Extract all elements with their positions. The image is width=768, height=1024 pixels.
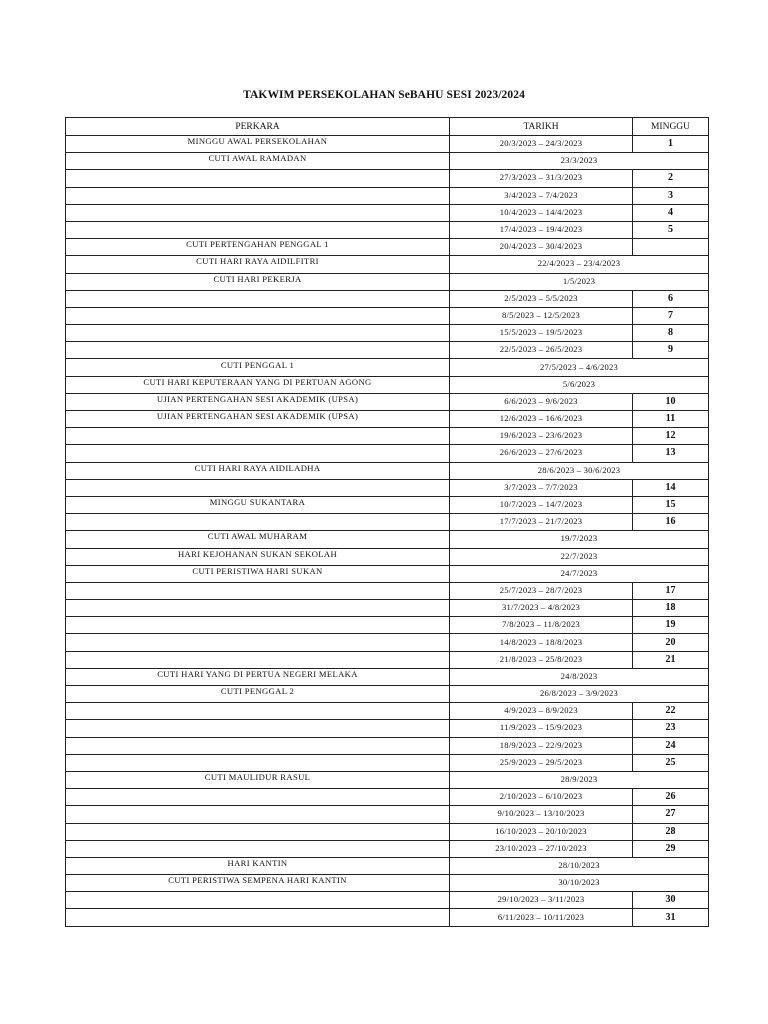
minggu-cell: 28 xyxy=(633,823,709,840)
table-row xyxy=(66,204,709,221)
tarikh-cell xyxy=(450,342,633,359)
perkara-cell xyxy=(66,686,450,703)
tarikh-cell xyxy=(450,857,709,874)
perkara-text: CUTI AWAL MUHARAM xyxy=(207,531,308,542)
minggu-cell xyxy=(633,239,709,256)
perkara-text: CUTI PERISTIWA SEMPENA HARI KANTIN xyxy=(168,875,347,886)
table-row xyxy=(66,411,709,428)
table-row xyxy=(66,548,709,565)
table-row xyxy=(66,514,709,531)
perkara-cell xyxy=(66,789,450,806)
minggu-cell: 22 xyxy=(633,703,709,720)
table-row xyxy=(66,187,709,204)
minggu-cell: 10 xyxy=(633,393,709,410)
minggu-cell: 23 xyxy=(633,720,709,737)
table-row xyxy=(66,668,709,685)
tarikh-text: 31/7/2023 – 4/8/2023 xyxy=(501,602,580,613)
table-row xyxy=(66,376,709,393)
perkara-cell xyxy=(66,170,450,187)
minggu-cell: 20 xyxy=(633,634,709,651)
tarikh-cell xyxy=(450,496,633,513)
minggu-cell: 30 xyxy=(633,892,709,909)
tarikh-cell xyxy=(450,290,633,307)
minggu-cell: 19 xyxy=(633,617,709,634)
tarikh-cell xyxy=(450,875,709,892)
table-row xyxy=(66,307,709,324)
perkara-cell xyxy=(66,342,450,359)
perkara-cell xyxy=(66,634,450,651)
perkara-cell xyxy=(66,514,450,531)
tarikh-text: 26/6/2023 – 27/6/2023 xyxy=(499,447,583,458)
tarikh-cell xyxy=(450,479,633,496)
tarikh-text: 3/4/2023 – 7/4/2023 xyxy=(504,189,578,200)
perkara-text: HARI KEJOHANAN SUKAN SEKOLAH xyxy=(178,548,337,559)
minggu-cell: 17 xyxy=(633,582,709,599)
perkara-cell xyxy=(66,204,450,221)
tarikh-cell xyxy=(450,720,633,737)
perkara-cell xyxy=(66,376,450,393)
minggu-cell: 27 xyxy=(633,806,709,823)
perkara-cell xyxy=(66,754,450,771)
perkara-cell xyxy=(66,806,450,823)
tarikh-text: 29/10/2023 – 3/11/2023 xyxy=(497,894,585,905)
table-row xyxy=(66,445,709,462)
tarikh-text: 24/8/2023 xyxy=(560,670,598,681)
tarikh-cell xyxy=(450,617,633,634)
tarikh-text: 6/11/2023 – 10/11/2023 xyxy=(497,911,585,922)
perkara-cell xyxy=(66,651,450,668)
tarikh-cell xyxy=(450,136,633,153)
tarikh-cell xyxy=(450,806,633,823)
tarikh-text: 5/6/2023 xyxy=(562,378,596,389)
perkara-cell xyxy=(66,531,450,548)
tarikh-text: 25/9/2023 – 29/5/2023 xyxy=(499,756,583,767)
perkara-text: CUTI HARI PEKERJA xyxy=(213,273,302,284)
table-row xyxy=(66,754,709,771)
tarikh-text: 27/3/2023 – 31/3/2023 xyxy=(499,172,583,183)
table-row xyxy=(66,342,709,359)
tarikh-cell xyxy=(450,634,633,651)
tarikh-cell xyxy=(450,840,633,857)
minggu-cell: 16 xyxy=(633,514,709,531)
tarikh-text: 16/10/2023 – 20/10/2023 xyxy=(495,825,587,836)
perkara-cell xyxy=(66,875,450,892)
table-row xyxy=(66,393,709,410)
perkara-cell xyxy=(66,307,450,324)
tarikh-text: 10/7/2023 – 14/7/2023 xyxy=(499,499,583,510)
table-row xyxy=(66,290,709,307)
header-minggu: MINGGU xyxy=(633,118,709,136)
perkara-cell xyxy=(66,840,450,857)
minggu-cell: 11 xyxy=(633,411,709,428)
perkara-cell xyxy=(66,479,450,496)
tarikh-text: 7/8/2023 – 11/8/2023 xyxy=(502,619,580,630)
table-row xyxy=(66,239,709,256)
table-row xyxy=(66,170,709,187)
tarikh-cell xyxy=(450,737,633,754)
perkara-cell xyxy=(66,703,450,720)
perkara-text: CUTI HARI RAYA AIDILFITRI xyxy=(196,256,319,267)
table-row xyxy=(66,789,709,806)
table-row xyxy=(66,359,709,376)
tarikh-text: 3/7/2023 – 7/7/2023 xyxy=(504,481,578,492)
tarikh-text: 28/9/2023 xyxy=(560,774,598,785)
perkara-cell xyxy=(66,393,450,410)
tarikh-cell xyxy=(450,307,633,324)
minggu-cell: 3 xyxy=(633,187,709,204)
tarikh-cell xyxy=(450,273,709,290)
minggu-cell: 21 xyxy=(633,651,709,668)
table-row xyxy=(66,617,709,634)
perkara-cell xyxy=(66,221,450,238)
tarikh-cell xyxy=(450,153,709,170)
tarikh-cell xyxy=(450,565,709,582)
perkara-text: CUTI PENGGAL 2 xyxy=(220,686,295,697)
perkara-cell xyxy=(66,136,450,153)
table-row xyxy=(66,823,709,840)
minggu-cell: 1 xyxy=(633,136,709,153)
tarikh-text: 8/5/2023 – 12/5/2023 xyxy=(501,309,580,320)
perkara-cell xyxy=(66,600,450,617)
perkara-cell xyxy=(66,445,450,462)
table-row xyxy=(66,651,709,668)
perkara-cell xyxy=(66,462,450,479)
tarikh-text: 19/6/2023 – 23/6/2023 xyxy=(499,430,583,441)
perkara-cell xyxy=(66,359,450,376)
page-title: TAKWIM PERSEKOLAHAN SeBAHU SESI 2023/2024 xyxy=(243,89,525,101)
table-row xyxy=(66,462,709,479)
tarikh-cell xyxy=(450,393,633,410)
tarikh-cell xyxy=(450,325,633,342)
tarikh-text: 20/3/2023 – 24/3/2023 xyxy=(499,138,583,149)
perkara-text: CUTI MAULIDUR RASUL xyxy=(204,772,311,783)
tarikh-text: 23/3/2023 xyxy=(560,155,598,166)
tarikh-text: 17/7/2023 – 21/7/2023 xyxy=(499,516,583,527)
tarikh-text: 27/5/2023 – 4/6/2023 xyxy=(539,361,618,372)
perkara-text: CUTI HARI KEPUTERAAN YANG DI PERTUAN AGONG xyxy=(143,376,372,387)
minggu-cell: 5 xyxy=(633,221,709,238)
table-row xyxy=(66,771,709,788)
minggu-cell: 29 xyxy=(633,840,709,857)
minggu-cell: 24 xyxy=(633,737,709,754)
perkara-text: HARI KANTIN xyxy=(227,857,288,868)
tarikh-text: 26/8/2023 – 3/9/2023 xyxy=(539,688,618,699)
tarikh-text: 14/8/2023 – 18/8/2023 xyxy=(499,636,583,647)
tarikh-text: 25/7/2023 – 28/7/2023 xyxy=(499,584,583,595)
minggu-cell: 18 xyxy=(633,600,709,617)
tarikh-cell xyxy=(450,376,709,393)
tarikh-cell xyxy=(450,686,709,703)
table-row xyxy=(66,892,709,909)
tarikh-text: 20/4/2023 – 30/4/2023 xyxy=(499,241,583,252)
calendar-table xyxy=(65,117,709,927)
tarikh-cell xyxy=(450,703,633,720)
table-row xyxy=(66,634,709,651)
minggu-cell: 13 xyxy=(633,445,709,462)
table-row xyxy=(66,703,709,720)
tarikh-cell xyxy=(450,187,633,204)
minggu-cell: 9 xyxy=(633,342,709,359)
perkara-cell xyxy=(66,256,450,273)
minggu-cell: 8 xyxy=(633,325,709,342)
perkara-text: CUTI AWAL RAMADAN xyxy=(208,153,307,164)
tarikh-cell xyxy=(450,548,709,565)
tarikh-text: 18/9/2023 – 22/9/2023 xyxy=(499,739,583,750)
perkara-text: CUTI PERISTIWA HARI SUKAN xyxy=(192,565,323,576)
perkara-cell xyxy=(66,187,450,204)
tarikh-cell xyxy=(450,909,633,926)
tarikh-text: 12/6/2023 – 16/6/2023 xyxy=(499,413,583,424)
tarikh-text: 22/7/2023 xyxy=(560,550,598,561)
header-tarikh: TARIKH xyxy=(450,118,633,136)
minggu-cell: 4 xyxy=(633,204,709,221)
perkara-cell xyxy=(66,892,450,909)
tarikh-text: 1/5/2023 xyxy=(562,275,596,286)
table-row xyxy=(66,909,709,926)
minggu-cell: 25 xyxy=(633,754,709,771)
table-row xyxy=(66,686,709,703)
perkara-text: UJIAN PERTENGAHAN SESI AKADEMIK (UPSA) xyxy=(156,411,359,422)
minggu-cell: 2 xyxy=(633,170,709,187)
perkara-cell xyxy=(66,720,450,737)
perkara-cell xyxy=(66,565,450,582)
perkara-text: MINGGU SUKANTARA xyxy=(209,497,306,508)
tarikh-text: 4/9/2023 – 8/9/2023 xyxy=(504,705,578,716)
perkara-cell xyxy=(66,428,450,445)
tarikh-cell xyxy=(450,600,633,617)
minggu-cell: 15 xyxy=(633,496,709,513)
tarikh-text: 22/5/2023 – 26/5/2023 xyxy=(499,344,583,355)
table-row xyxy=(66,875,709,892)
table-row xyxy=(66,428,709,445)
minggu-cell: 6 xyxy=(633,290,709,307)
perkara-text: CUTI PENGGAL 1 xyxy=(220,359,295,370)
tarikh-cell xyxy=(450,514,633,531)
tarikh-text: 28/10/2023 xyxy=(558,859,600,870)
tarikh-cell xyxy=(450,789,633,806)
minggu-cell: 12 xyxy=(633,428,709,445)
table-row xyxy=(66,496,709,513)
tarikh-cell xyxy=(450,204,633,221)
tarikh-text: 28/6/2023 – 30/6/2023 xyxy=(537,464,621,475)
table-row xyxy=(66,153,709,170)
perkara-cell xyxy=(66,548,450,565)
perkara-text: CUTI HARI YANG DI PERTUA NEGERI MELAKA xyxy=(157,668,358,679)
table-row xyxy=(66,531,709,548)
header-row xyxy=(66,118,709,136)
tarikh-text: 11/9/2023 – 15/9/2023 xyxy=(499,722,583,733)
tarikh-cell xyxy=(450,823,633,840)
perkara-text: MINGGU AWAL PERSEKOLAHAN xyxy=(187,136,328,147)
perkara-cell xyxy=(66,496,450,513)
table-row xyxy=(66,221,709,238)
table-row xyxy=(66,806,709,823)
tarikh-cell xyxy=(450,411,633,428)
tarikh-cell xyxy=(450,462,709,479)
perkara-cell xyxy=(66,771,450,788)
tarikh-cell xyxy=(450,668,709,685)
perkara-text: UJIAN PERTENGAHAN SESI AKADEMIK (UPSA) xyxy=(156,393,359,404)
perkara-cell xyxy=(66,582,450,599)
table-row xyxy=(66,479,709,496)
perkara-cell xyxy=(66,668,450,685)
perkara-cell xyxy=(66,290,450,307)
table-row xyxy=(66,720,709,737)
minggu-cell: 26 xyxy=(633,789,709,806)
tarikh-text: 2/5/2023 – 5/5/2023 xyxy=(504,292,578,303)
perkara-cell xyxy=(66,273,450,290)
table-row xyxy=(66,256,709,273)
tarikh-cell xyxy=(450,221,633,238)
perkara-cell xyxy=(66,411,450,428)
table-row xyxy=(66,857,709,874)
perkara-cell xyxy=(66,823,450,840)
tarikh-text: 21/8/2023 – 25/8/2023 xyxy=(499,653,583,664)
tarikh-text: 22/4/2023 – 23/4/2023 xyxy=(537,258,621,269)
minggu-cell: 31 xyxy=(633,909,709,926)
header-perkara: PERKARA xyxy=(66,118,450,136)
tarikh-cell xyxy=(450,256,709,273)
table-row xyxy=(66,565,709,582)
tarikh-text: 24/7/2023 xyxy=(560,567,598,578)
tarikh-text: 23/10/2023 – 27/10/2023 xyxy=(495,842,587,853)
table-row xyxy=(66,840,709,857)
tarikh-cell xyxy=(450,239,633,256)
perkara-cell xyxy=(66,857,450,874)
tarikh-text: 15/5/2023 – 19/5/2023 xyxy=(499,327,583,338)
perkara-cell xyxy=(66,737,450,754)
tarikh-text: 19/7/2023 xyxy=(560,533,598,544)
perkara-cell xyxy=(66,239,450,256)
table-body xyxy=(66,136,709,927)
table-row xyxy=(66,600,709,617)
tarikh-cell xyxy=(450,582,633,599)
perkara-text: CUTI HARI RAYA AIDILADHA xyxy=(194,462,321,473)
table-row xyxy=(66,582,709,599)
minggu-cell: 7 xyxy=(633,307,709,324)
tarikh-text: 30/10/2023 xyxy=(558,877,600,888)
tarikh-cell xyxy=(450,531,709,548)
tarikh-cell xyxy=(450,170,633,187)
tarikh-text: 9/10/2023 – 13/10/2023 xyxy=(497,808,585,819)
tarikh-text: 6/6/2023 – 9/6/2023 xyxy=(504,395,578,406)
table-row xyxy=(66,325,709,342)
tarikh-text: 17/4/2023 – 19/4/2023 xyxy=(499,224,583,235)
tarikh-text: 10/4/2023 – 14/4/2023 xyxy=(499,206,583,217)
perkara-text: CUTI PERTENGAHAN PENGGAL 1 xyxy=(186,239,329,250)
table-row xyxy=(66,737,709,754)
table-row xyxy=(66,136,709,153)
tarikh-text: 2/10/2023 – 6/10/2023 xyxy=(499,791,583,802)
tarikh-cell xyxy=(450,771,709,788)
perkara-cell xyxy=(66,617,450,634)
tarikh-cell xyxy=(450,445,633,462)
table-header xyxy=(66,118,709,136)
tarikh-cell xyxy=(450,428,633,445)
table-row xyxy=(66,273,709,290)
tarikh-cell xyxy=(450,651,633,668)
tarikh-cell xyxy=(450,359,709,376)
perkara-cell xyxy=(66,909,450,926)
perkara-cell xyxy=(66,325,450,342)
tarikh-cell xyxy=(450,892,633,909)
perkara-cell xyxy=(66,153,450,170)
minggu-cell: 14 xyxy=(633,479,709,496)
tarikh-cell xyxy=(450,754,633,771)
